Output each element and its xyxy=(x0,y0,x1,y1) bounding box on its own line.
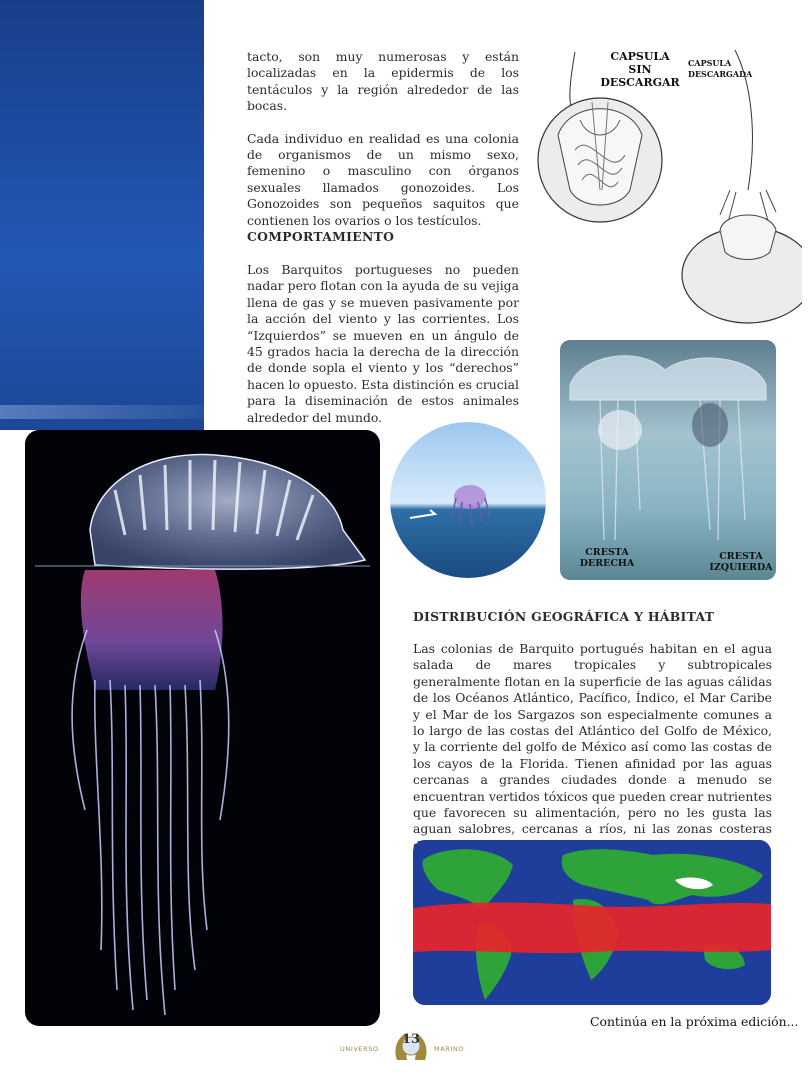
paragraph-tactile: tacto, son muy numerosas y están localizadas en la epidermis de los tentáculos y la región alrededor de las bocas. xyxy=(247,49,519,114)
paragraph-distribucion: Las colonias de Barquito portugués habitan en el agua salada de mares tropicales y subtropicales generalmente flotan en la superficie de las aguas cálidas de los Océanos Atlántico, Pacífico, Índico, el Mar Caribe y el Mar de los Sargazos son especialmente comunes a lo largo de las costas del Atlántico del Golfo de México, y la corriente del golfo de México así como las costas de los cayos de la Florida. Tienen afinidad por las aguas cercanas a grandes ciudades donde a menudo se encuentran vertidos tóxicos que pueden crear nutrientes que favorecen su alimentación, pero no les gusta las aguan salobres, cercanas a ríos, ni las zonas costeras xyxy=(413,641,772,837)
crest-pair-photo xyxy=(560,340,776,580)
page-footer xyxy=(330,1028,490,1068)
capsule-illustration xyxy=(530,40,802,330)
footer-brand-right: MARINO xyxy=(434,1045,465,1053)
section-heading-distribucion: DISTRIBUCIÓN GEOGRÁFICA Y HÁBITAT xyxy=(413,609,715,624)
paragraph-comportamiento: Los Barquitos portugueses no pueden nadar pero flotan con la ayuda de su vejiga llena de gas y se mueven pasivamente por la acción del viento y las corrientes. Los “Izquierdos” se mueven en un ángulo de 45 grados hacia la derecha de la dirección de donde sopla el viento y los “derechos” hacen lo opuesto. Esta distinción es crucial para la diseminación de estos animales alrededor del mundo. xyxy=(247,262,519,425)
portuguese-man-o-war-photo xyxy=(25,430,380,1026)
distribution-world-map xyxy=(413,840,771,1005)
capsule-label-descargada: CAPSULA DESCARGADA xyxy=(688,58,753,79)
page-number: 13 xyxy=(401,1032,421,1047)
footer-brand-left: UNIVERSO xyxy=(340,1045,379,1053)
paragraph-colony: Cada individuo en realidad es una colonia de organismos de un mismo sexo, femenino o masculino con órganos sexuales llamados gonozoides. Los Gonozoides son pequeños saquitos que contienen los ovarios o los testículos. xyxy=(247,130,519,228)
floating-colony-circle-photo xyxy=(390,422,546,578)
continued-note: Continúa en la próxima edición... xyxy=(590,1014,799,1029)
label-cresta-izquierda: CRESTA IZQUIERDA xyxy=(709,551,773,573)
intro-text xyxy=(247,49,519,245)
label-cresta-derecha: CRESTA DERECHA xyxy=(579,547,635,569)
capsule-label-sin-descargar: CAPSULA SIN DESCARGAR xyxy=(600,50,680,89)
section-heading-comportamiento: COMPORTAMIENTO xyxy=(247,229,395,244)
decorative-blue-band xyxy=(0,0,204,430)
